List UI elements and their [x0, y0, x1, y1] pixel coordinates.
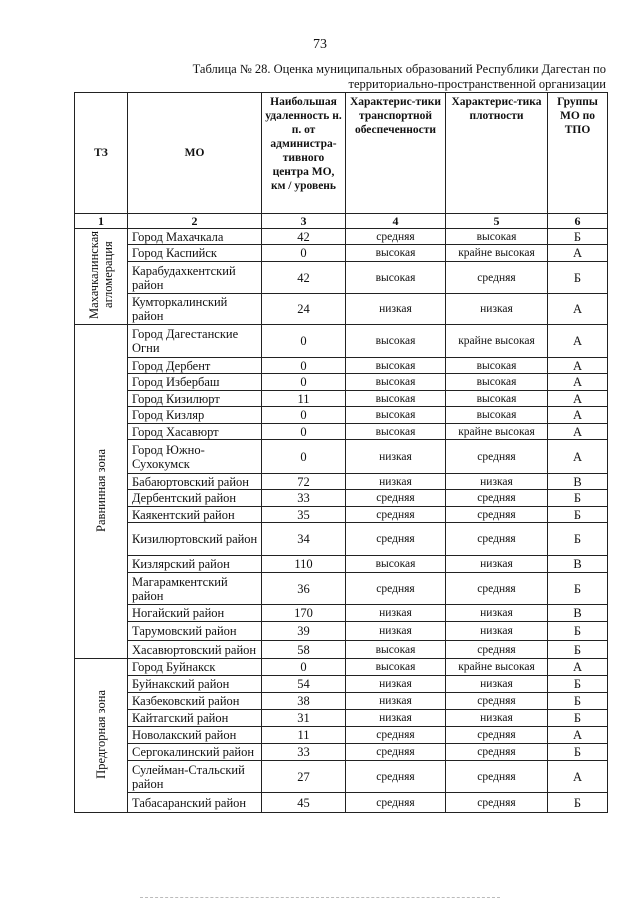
density-cell: крайне высокая	[446, 659, 548, 676]
mo-name-cell: Город Махачкала	[128, 229, 262, 245]
density-cell: крайне высокая	[446, 245, 548, 262]
group-cell: В	[548, 474, 608, 490]
transport-cell: средняя	[346, 229, 446, 245]
group-cell: А	[548, 407, 608, 424]
group-cell: А	[548, 727, 608, 744]
distance-cell: 35	[262, 507, 346, 523]
table-row	[75, 325, 608, 358]
transport-cell: высокая	[346, 424, 446, 440]
group-cell: Б	[548, 676, 608, 693]
table-row	[75, 407, 608, 424]
zone-label: Махачкалинская агломерация	[87, 231, 115, 319]
table-row	[75, 744, 608, 761]
header-density: Характерис-тика плотности	[446, 93, 548, 214]
distance-cell: 11	[262, 727, 346, 744]
table-row	[75, 507, 608, 523]
table-row	[75, 727, 608, 744]
transport-cell: низкая	[346, 474, 446, 490]
group-cell: А	[548, 294, 608, 325]
transport-cell: средняя	[346, 727, 446, 744]
transport-cell: низкая	[346, 440, 446, 474]
mo-name-cell: Тарумовский район	[128, 622, 262, 641]
distance-cell: 38	[262, 693, 346, 710]
table-row	[75, 622, 608, 641]
header-distance: Наибольшая удаленность н. п. от администра-тивного центра МО, км / уровень	[262, 93, 346, 214]
distance-cell: 0	[262, 659, 346, 676]
transport-cell: низкая	[346, 605, 446, 622]
table-body	[75, 229, 608, 813]
mo-name-cell: Город Кизляр	[128, 407, 262, 424]
density-cell: средняя	[446, 641, 548, 659]
density-cell: высокая	[446, 229, 548, 245]
column-number: 1	[75, 214, 128, 229]
caption-line-1: Таблица № 28. Оценка муниципальных образований Республики Дагестан по	[192, 62, 606, 76]
table-row	[75, 440, 608, 474]
distance-cell: 27	[262, 761, 346, 793]
group-cell: Б	[548, 793, 608, 813]
group-cell: А	[548, 391, 608, 407]
transport-cell: высокая	[346, 325, 446, 358]
zone-label: Предгорная зона	[94, 689, 108, 779]
table-row	[75, 676, 608, 693]
density-cell: средняя	[446, 761, 548, 793]
group-cell: Б	[548, 490, 608, 507]
transport-cell: высокая	[346, 556, 446, 573]
mo-name-cell: Ногайский район	[128, 605, 262, 622]
density-cell: низкая	[446, 710, 548, 727]
assessment-table	[74, 92, 608, 813]
group-cell: В	[548, 556, 608, 573]
distance-cell: 0	[262, 407, 346, 424]
transport-cell: средняя	[346, 573, 446, 605]
mo-name-cell: Город Буйнакск	[128, 659, 262, 676]
table-row	[75, 391, 608, 407]
table-row	[75, 793, 608, 813]
zone-cell	[75, 229, 128, 325]
transport-cell: средняя	[346, 490, 446, 507]
column-number: 3	[262, 214, 346, 229]
density-cell: низкая	[446, 622, 548, 641]
table-row	[75, 229, 608, 245]
transport-cell: высокая	[346, 641, 446, 659]
density-cell: низкая	[446, 605, 548, 622]
table-row	[75, 294, 608, 325]
mo-name-cell: Буйнакский район	[128, 676, 262, 693]
distance-cell: 31	[262, 710, 346, 727]
mo-name-cell: Город Дербент	[128, 358, 262, 374]
density-cell: высокая	[446, 374, 548, 391]
mo-name-cell: Бабаюртовский район	[128, 474, 262, 490]
density-cell: средняя	[446, 262, 548, 294]
column-number-row	[75, 214, 608, 229]
mo-name-cell: Кайтагский район	[128, 710, 262, 727]
table-row	[75, 490, 608, 507]
density-cell: низкая	[446, 676, 548, 693]
table-row	[75, 374, 608, 391]
transport-cell: низкая	[346, 693, 446, 710]
group-cell: А	[548, 374, 608, 391]
transport-cell: средняя	[346, 507, 446, 523]
distance-cell: 42	[262, 229, 346, 245]
transport-cell: высокая	[346, 659, 446, 676]
mo-name-cell: Город Дагестанские Огни	[128, 325, 262, 358]
mo-name-cell: Город Южно-Сухокумск	[128, 440, 262, 474]
footer-rule	[140, 897, 500, 898]
table-row	[75, 262, 608, 294]
table-row	[75, 641, 608, 659]
distance-cell: 0	[262, 374, 346, 391]
transport-cell: высокая	[346, 374, 446, 391]
distance-cell: 33	[262, 490, 346, 507]
table-row	[75, 245, 608, 262]
distance-cell: 0	[262, 245, 346, 262]
group-cell: Б	[548, 507, 608, 523]
column-number: 6	[548, 214, 608, 229]
density-cell: крайне высокая	[446, 325, 548, 358]
table-row	[75, 710, 608, 727]
distance-cell: 0	[262, 424, 346, 440]
density-cell: высокая	[446, 391, 548, 407]
group-cell: Б	[548, 710, 608, 727]
distance-cell: 36	[262, 573, 346, 605]
header-tz: ТЗ	[75, 93, 128, 214]
group-cell: А	[548, 659, 608, 676]
transport-cell: низкая	[346, 294, 446, 325]
distance-cell: 42	[262, 262, 346, 294]
table-row	[75, 424, 608, 440]
mo-name-cell: Кумторкалинский район	[128, 294, 262, 325]
distance-cell: 33	[262, 744, 346, 761]
mo-name-cell: Город Кизилюрт	[128, 391, 262, 407]
transport-cell: высокая	[346, 262, 446, 294]
group-cell: А	[548, 440, 608, 474]
mo-name-cell: Кизлярский район	[128, 556, 262, 573]
distance-cell: 11	[262, 391, 346, 407]
mo-name-cell: Новолакский район	[128, 727, 262, 744]
table-row	[75, 474, 608, 490]
density-cell: средняя	[446, 793, 548, 813]
mo-name-cell: Сергокалинский район	[128, 744, 262, 761]
mo-name-cell: Кизилюртовский район	[128, 523, 262, 556]
transport-cell: высокая	[346, 391, 446, 407]
group-cell: Б	[548, 744, 608, 761]
column-number: 4	[346, 214, 446, 229]
distance-cell: 34	[262, 523, 346, 556]
group-cell: Б	[548, 573, 608, 605]
density-cell: средняя	[446, 523, 548, 556]
table-row	[75, 761, 608, 793]
density-cell: средняя	[446, 440, 548, 474]
transport-cell: низкая	[346, 710, 446, 727]
distance-cell: 58	[262, 641, 346, 659]
mo-name-cell: Табасаранский район	[128, 793, 262, 813]
table-row	[75, 693, 608, 710]
density-cell: низкая	[446, 294, 548, 325]
distance-cell: 54	[262, 676, 346, 693]
group-cell: А	[548, 325, 608, 358]
mo-name-cell: Город Хасавюрт	[128, 424, 262, 440]
mo-name-cell: Казбековский район	[128, 693, 262, 710]
density-cell: низкая	[446, 474, 548, 490]
table-row	[75, 659, 608, 676]
transport-cell: низкая	[346, 676, 446, 693]
zone-cell	[75, 325, 128, 659]
density-cell: средняя	[446, 573, 548, 605]
header-transport: Характерис-тики транспортной обеспеченности	[346, 93, 446, 214]
density-cell: низкая	[446, 556, 548, 573]
table-row	[75, 523, 608, 556]
distance-cell: 170	[262, 605, 346, 622]
distance-cell: 39	[262, 622, 346, 641]
mo-name-cell: Город Каспийск	[128, 245, 262, 262]
transport-cell: низкая	[346, 622, 446, 641]
distance-cell: 0	[262, 358, 346, 374]
group-cell: Б	[548, 262, 608, 294]
group-cell: Б	[548, 523, 608, 556]
transport-cell: средняя	[346, 793, 446, 813]
mo-name-cell: Дербентский район	[128, 490, 262, 507]
group-cell: А	[548, 245, 608, 262]
density-cell: средняя	[446, 727, 548, 744]
distance-cell: 0	[262, 440, 346, 474]
mo-name-cell: Хасавюртовский район	[128, 641, 262, 659]
mo-name-cell: Город Избербаш	[128, 374, 262, 391]
mo-name-cell: Магарамкентский район	[128, 573, 262, 605]
table-row	[75, 605, 608, 622]
group-cell: А	[548, 761, 608, 793]
column-number: 5	[446, 214, 548, 229]
column-number: 2	[128, 214, 262, 229]
distance-cell: 72	[262, 474, 346, 490]
mo-name-cell: Сулейман-Стальский район	[128, 761, 262, 793]
transport-cell: средняя	[346, 744, 446, 761]
distance-cell: 110	[262, 556, 346, 573]
density-cell: средняя	[446, 507, 548, 523]
group-cell: Б	[548, 641, 608, 659]
group-cell: А	[548, 424, 608, 440]
group-cell: Б	[548, 622, 608, 641]
table-row	[75, 358, 608, 374]
header-mo: МО	[128, 93, 262, 214]
table-caption	[150, 62, 606, 92]
group-cell: Б	[548, 693, 608, 710]
group-cell: Б	[548, 229, 608, 245]
mo-name-cell: Каякентский район	[128, 507, 262, 523]
distance-cell: 45	[262, 793, 346, 813]
zone-label: Равнинная зона	[94, 448, 108, 532]
page-number: 73	[313, 37, 327, 52]
table-row	[75, 556, 608, 573]
transport-cell: высокая	[346, 245, 446, 262]
density-cell: крайне высокая	[446, 424, 548, 440]
zone-cell	[75, 659, 128, 813]
distance-cell: 24	[262, 294, 346, 325]
header-row	[75, 93, 608, 214]
density-cell: средняя	[446, 490, 548, 507]
density-cell: высокая	[446, 407, 548, 424]
transport-cell: высокая	[346, 358, 446, 374]
caption-line-2: территориально-пространственной организации	[348, 77, 606, 91]
table-row	[75, 573, 608, 605]
density-cell: средняя	[446, 693, 548, 710]
mo-name-cell: Карабудахкентский район	[128, 262, 262, 294]
transport-cell: высокая	[346, 407, 446, 424]
transport-cell: средняя	[346, 523, 446, 556]
group-cell: В	[548, 605, 608, 622]
header-groups: Группы МО по ТПО	[548, 93, 608, 214]
group-cell: А	[548, 358, 608, 374]
transport-cell: средняя	[346, 761, 446, 793]
distance-cell: 0	[262, 325, 346, 358]
density-cell: высокая	[446, 358, 548, 374]
density-cell: средняя	[446, 744, 548, 761]
